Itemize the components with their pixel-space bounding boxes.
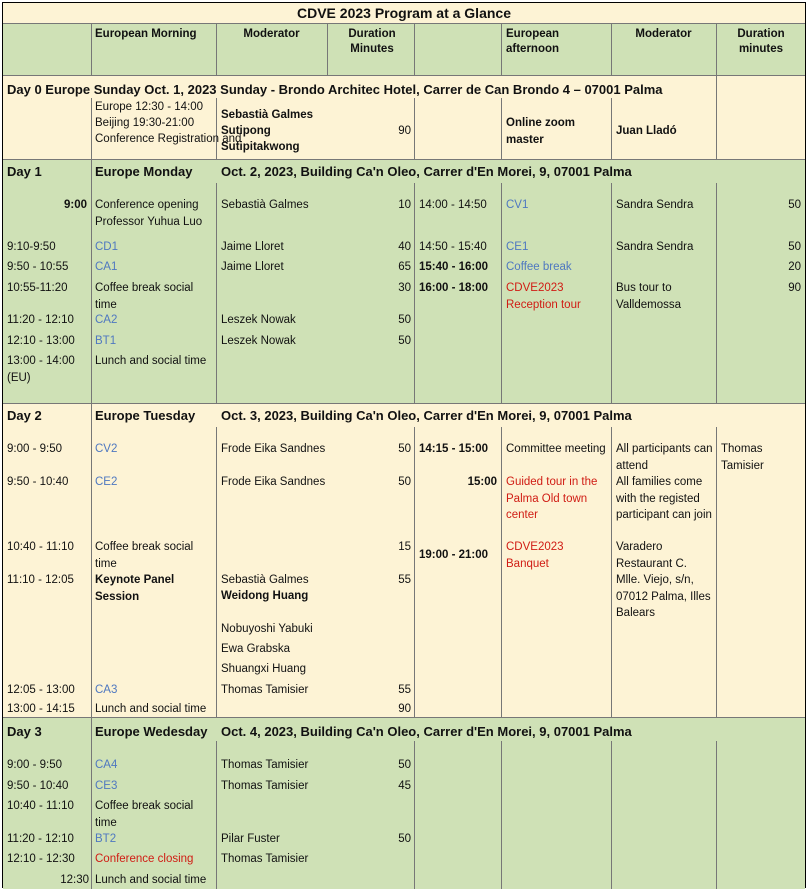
day1-pm-moderator: Sandra Sendra: [616, 241, 694, 253]
day3-time: 12:10 - 12:30: [7, 853, 75, 865]
day1-pm-time: 16:00 - 18:00: [419, 282, 489, 294]
day2-moderator: Sebastià Galmes: [221, 574, 309, 586]
header-duration: Duration Minutes: [348, 28, 396, 55]
day3-time: 10:40 - 11:10: [7, 800, 74, 812]
day3-moderator: Pilar Fuster: [221, 833, 280, 845]
day1-duration: 30: [398, 282, 411, 294]
day1-time: 9:50 - 10:55: [7, 261, 69, 273]
day3-time: 12:30: [60, 874, 89, 886]
day1-time: 12:10 - 13:00: [7, 335, 75, 347]
day0-pm-moderator: Juan Lladó: [616, 125, 677, 137]
day3-duration: 45: [398, 780, 411, 792]
day1-moderator: Leszek Nowak: [221, 314, 296, 326]
day2-time: 9:00 - 9:50: [7, 443, 62, 455]
day3-duration: 50: [398, 759, 411, 771]
day2-time: 11:10 - 12:05: [7, 574, 74, 586]
conference-closing-link[interactable]: Conference closing: [95, 853, 194, 865]
day3-weekday: Europe Wedesday: [95, 724, 208, 739]
panelist: Shuangxi Huang: [221, 663, 307, 675]
day2-event: Lunch and social time: [95, 703, 207, 715]
day1-event-speaker: Professor Yuhua Luo: [95, 216, 203, 228]
day1-pm-moderator: Sandra Sendra: [616, 199, 694, 211]
day2-pm-time: 15:00: [467, 476, 497, 488]
session-link-bt2[interactable]: BT2: [95, 833, 117, 845]
day2-duration: 15: [398, 541, 411, 553]
day0-time-europe: Europe 12:30 - 14:00: [95, 101, 204, 113]
keynote-panel: Keynote Panel Session: [95, 574, 175, 603]
day2-moderator: Frode Eika Sandnes: [221, 476, 326, 488]
day3-label: Day 3: [7, 724, 42, 739]
day0-pm-event: Online zoom master: [506, 117, 575, 146]
session-link-bt1[interactable]: BT1: [95, 335, 117, 347]
day1-pm-time: 14:50 - 15:40: [419, 241, 487, 253]
day1-time: 9:00: [63, 199, 87, 211]
day2-label: Day 2: [7, 408, 42, 423]
day3-duration: 50: [398, 833, 411, 845]
banquet-link[interactable]: CDVE2023 Banquet: [506, 541, 564, 570]
day1-event: Coffee break social time: [95, 282, 194, 311]
day1-moderator: Jaime Lloret: [221, 261, 284, 273]
day1-duration: 10: [398, 199, 411, 211]
day0-moderator-1: Sebastià Galmes: [221, 109, 314, 121]
day3-time: 11:20 - 12:10: [7, 833, 74, 845]
session-link-ce2[interactable]: CE2: [95, 476, 118, 488]
session-link-cv1[interactable]: CV1: [506, 199, 529, 211]
day1-time: 10:55-11:20: [7, 282, 68, 294]
header-morning: European Morning: [95, 28, 197, 40]
day2-time: 9:50 - 10:40: [7, 476, 69, 488]
day2-duration: 55: [398, 684, 411, 696]
day1-time: 11:20 - 12:10: [7, 314, 74, 326]
day1-time: 13:00 - 14:00 (EU): [7, 355, 75, 384]
day1-pm-duration: 50: [788, 241, 801, 253]
day1-time: 9:10-9:50: [7, 241, 56, 253]
day1-venue: Oct. 2, 2023, Building Ca'n Oleo, Carrer d'En Morei, 9, 07001 Palma: [221, 164, 632, 179]
day2-event: Coffee break social time: [95, 541, 194, 570]
session-link-ca4[interactable]: CA4: [95, 759, 118, 771]
day2-venue: Oct. 3, 2023, Building Ca'n Oleo, Carrer d'En Morei, 9, 07001 Palma: [221, 408, 632, 423]
day1-moderator: Sebastià Galmes: [221, 199, 309, 211]
day2-pm-time: 14:15 - 15:00: [419, 443, 489, 455]
day1-duration: 50: [398, 314, 411, 326]
day2-time: 13:00 - 14:15: [7, 703, 75, 715]
day1-pm-duration: 90: [788, 282, 801, 294]
day1-duration: 50: [398, 335, 411, 347]
panelist: Nobuyoshi Yabuki: [221, 623, 313, 635]
day1-duration: 65: [398, 261, 411, 273]
day3-moderator: Thomas Tamisier: [221, 759, 309, 771]
day1-pm-moderator: Bus tour to Valldemossa: [616, 282, 681, 311]
day0-moderator-3: Sutipitakwong: [221, 141, 300, 153]
day2-weekday: Europe Tuesday: [95, 408, 196, 423]
day3-venue: Oct. 4, 2023, Building Ca'n Oleo, Carrer d'En Morei, 9, 07001 Palma: [221, 724, 632, 739]
page-title: CDVE 2023 Program at a Glance: [297, 5, 511, 21]
panelist: Weidong Huang: [221, 590, 309, 602]
session-link-ce3[interactable]: CE3: [95, 780, 118, 792]
day1-event: Lunch and social time: [95, 355, 207, 367]
day2-duration: 90: [398, 703, 411, 715]
day1-pm-duration: 20: [788, 261, 801, 273]
panelist: Ewa Grabska: [221, 643, 291, 655]
day3-moderator: Thomas Tamisier: [221, 853, 309, 865]
day1-label: Day 1: [7, 164, 42, 179]
day1-pm-time: 15:40 - 16:00: [419, 261, 489, 273]
day1-weekday: Europe Monday: [95, 164, 193, 179]
day1-duration: 40: [398, 241, 411, 253]
day3-time: 9:50 - 10:40: [7, 780, 69, 792]
day2-pm-organizer: Thomas Tamisier: [721, 443, 764, 472]
day0-registration: Conference Registration and: [95, 133, 242, 145]
session-link-ce1[interactable]: CE1: [506, 241, 529, 253]
session-link-ca1[interactable]: CA1: [95, 261, 118, 273]
session-link-coffee[interactable]: Coffee break: [506, 261, 572, 273]
header-afternoon: European afternoon: [506, 28, 560, 55]
day0-duration: 90: [398, 125, 411, 137]
header-duration-2: Duration minutes: [737, 28, 785, 55]
day1-event: Conference opening: [95, 199, 199, 211]
header-moderator-2: Moderator: [635, 28, 692, 40]
day0-moderator-2: Sutipong: [221, 125, 271, 137]
day2-pm-venue: Varadero Restaurant C. Mlle. Viejo, s/n, 07012 Palma, Illes Balears: [616, 541, 711, 619]
day3-event: Lunch and social time: [95, 874, 207, 886]
header-moderator: Moderator: [243, 28, 300, 40]
day1-moderator: Leszek Nowak: [221, 335, 296, 347]
day2-pm-moderator: All families come with the registed participant can join: [616, 476, 712, 521]
day2-duration: 50: [398, 476, 411, 488]
day2-duration: 55: [398, 574, 411, 586]
day1-moderator: Jaime Lloret: [221, 241, 284, 253]
day2-pm-moderator: All participants can attend: [616, 443, 713, 472]
session-link-cd1[interactable]: CD1: [95, 241, 119, 253]
day2-duration: 50: [398, 443, 411, 455]
session-link-cv2[interactable]: CV2: [95, 443, 118, 455]
day1-pm-duration: 50: [788, 199, 801, 211]
session-link-ca2[interactable]: CA2: [95, 314, 118, 326]
session-link-ca3[interactable]: CA3: [95, 684, 118, 696]
day2-time: 12:05 - 13:00: [7, 684, 75, 696]
day1-pm-time: 14:00 - 14:50: [419, 199, 487, 211]
day0-heading: Day 0 Europe Sunday Oct. 1, 2023 Sunday - Brondo Architec Hotel, Carrer de Can Brondo 4 – 07001 Palma: [7, 82, 663, 97]
day3-event: Coffee break social time: [95, 800, 194, 829]
day2-moderator: Thomas Tamisier: [221, 684, 309, 696]
day2-time: 10:40 - 11:10: [7, 541, 74, 553]
day3-moderator: Thomas Tamisier: [221, 780, 309, 792]
day2-moderator: Frode Eika Sandnes: [221, 443, 326, 455]
day2-pm-time: 19:00 - 21:00: [419, 549, 489, 561]
guided-tour-link[interactable]: Guided tour in the Palma Old town center: [506, 476, 598, 521]
day0-time-beijing: Beijing 19:30-21:00: [95, 117, 195, 129]
program-table: [2, 2, 806, 888]
day3-time: 9:00 - 9:50: [7, 759, 62, 771]
day2-pm-event: Committee meeting: [506, 443, 606, 455]
reception-tour-link[interactable]: CDVE2023 Reception tour: [506, 282, 581, 311]
